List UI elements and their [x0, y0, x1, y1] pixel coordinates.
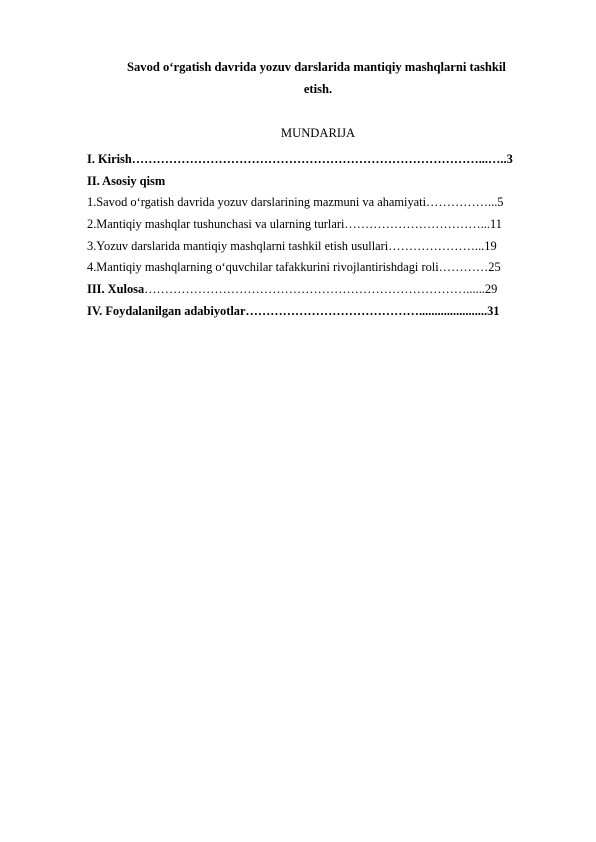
- toc-entry-adabiyotlar: IV. Foydalanilgan adabiyotlar……………………………………......................31: [87, 303, 500, 318]
- toc-heading: MUNDARIJA: [280, 126, 356, 140]
- toc-entry-asosiy-qism: II. Asosiy qism: [87, 173, 166, 188]
- table-of-contents: [87, 149, 557, 323]
- toc-entry-3: 3.Yozuv darslarida mantiqiy mashqlarni tashkil etish usullari…………………...19: [87, 238, 497, 253]
- toc-entry-4: 4.Mantiqiy mashqlarning o‘quvchilar tafakkurini rivojlantirishdagi roli…………25: [87, 260, 501, 275]
- toc-entry-2: 2.Mantiqiy mashqlar tushunchasi va ularning turlari……………………………...11: [87, 217, 502, 232]
- toc-entry-kirish: I. Kirish…………………………………………………………………………...…..3: [87, 152, 513, 166]
- toc-entry-xulosa: [87, 279, 557, 301]
- toc-entry-1: 1.Savod o‘rgatish davrida yozuv darslarining mazmuni va ahamiyati……………...5: [87, 195, 504, 210]
- document-title-line-2: etish.: [303, 82, 333, 96]
- document-title-line-1: Savod o‘rgatish davrida yozuv darslarida mantiqiy mashqlarni tashkil: [127, 60, 506, 74]
- toc-entry-xulosa-leader: ……………………………………………………………………......29: [144, 282, 498, 297]
- toc-entry-xulosa-label: III. Xulosa: [87, 282, 145, 297]
